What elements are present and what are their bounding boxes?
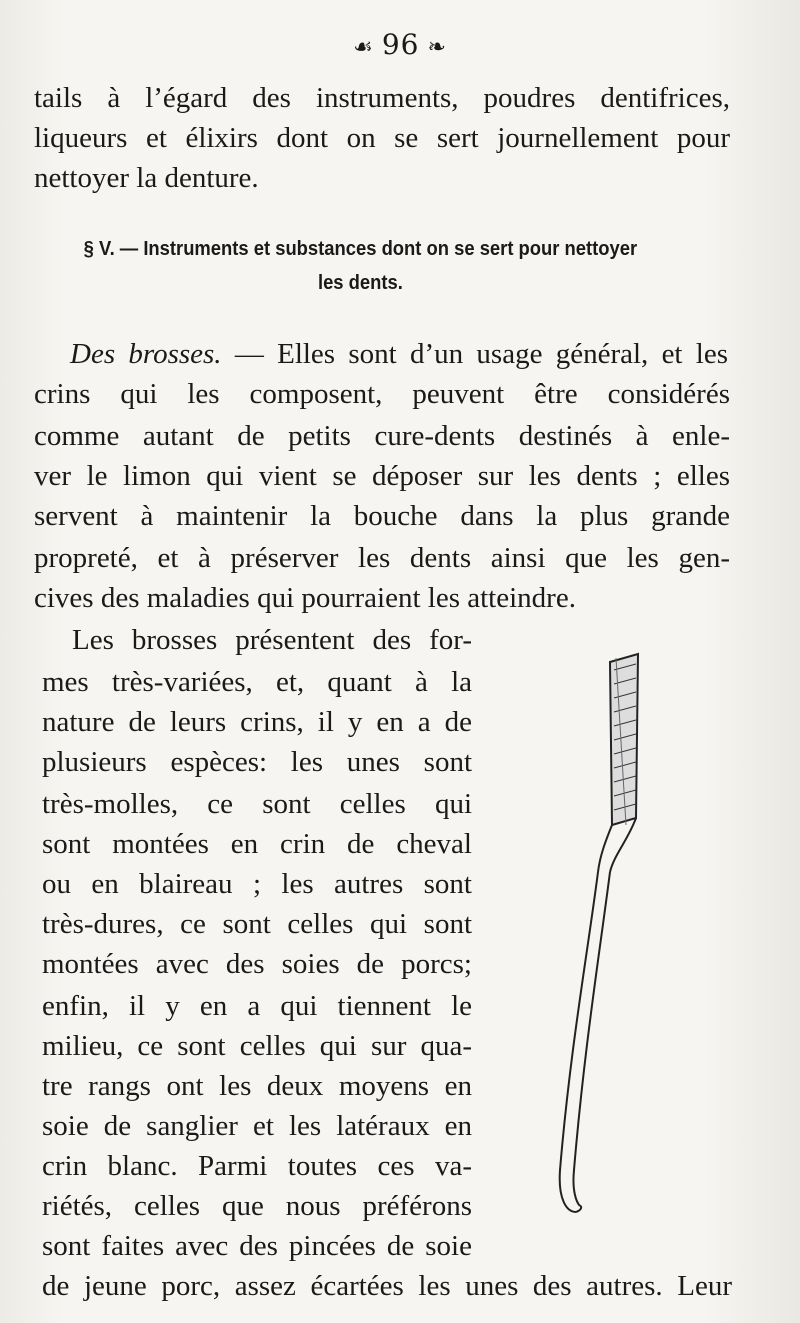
- text-line: nature de leurs crins, il y en a de: [42, 706, 472, 738]
- page-header: [0, 28, 800, 61]
- text-line: mes très-variées, et, quant à la: [42, 666, 472, 698]
- text-line: sont montées en crin de cheval: [42, 828, 472, 860]
- text-line: très-molles, ce sont celles qui: [42, 788, 472, 820]
- text-line: très-dures, ce sont celles qui sont: [42, 908, 472, 940]
- text-line: servent à maintenir la bouche dans la plus grande: [34, 500, 730, 532]
- text-line: soie de sanglier et les latéraux en: [42, 1110, 472, 1142]
- text-line: nettoyer la denture.: [34, 162, 259, 194]
- text-line: ver le limon qui vient se déposer sur les dents ; elles: [34, 460, 730, 492]
- page-number: 96: [381, 28, 420, 61]
- text-line: crin blanc. Parmi toutes ces va-: [42, 1150, 472, 1182]
- text-line: propreté, et à préserver les dents ainsi que les gen-: [34, 542, 730, 574]
- text-line: liqueurs et élixirs dont on se sert journellement pour: [34, 122, 730, 154]
- paragraph-text: — Elles sont d’un usage général, et les: [221, 338, 728, 370]
- text-line: tre rangs ont les deux moyens en: [42, 1070, 472, 1102]
- paragraph-title: Des brosses.: [70, 338, 222, 370]
- text-line: de jeune porc, assez écartées les unes des autres. Leur: [42, 1270, 732, 1302]
- text-line: sont faites avec des pincées de soie: [42, 1230, 472, 1262]
- text-line: crins qui les composent, peuvent être considérés: [34, 378, 730, 410]
- right-ornament-icon: ❧: [427, 35, 447, 60]
- text-line: montées avec des soies de porcs;: [42, 948, 472, 980]
- paragraph-first-line: [70, 334, 728, 374]
- text-line: Les brosses présentent des for-: [72, 624, 472, 656]
- text-line: ou en blaireau ; les autres sont: [42, 868, 472, 900]
- toothbrush-illustration: [540, 650, 650, 1220]
- section-heading-line2: les dents.: [317, 272, 403, 294]
- text-line: cives des maladies qui pourraient les atteindre.: [34, 582, 576, 614]
- text-line: riétés, celles que nous préférons: [42, 1190, 472, 1222]
- section-heading-line1: § V. — Instruments et substances dont on se sert pour nettoyer: [83, 238, 638, 260]
- text-line: comme autant de petits cure-dents destinés à enle-: [34, 420, 730, 452]
- left-ornament-icon: ☙: [353, 35, 374, 60]
- text-line: enfin, il y en a qui tiennent le: [42, 990, 472, 1022]
- text-line: plusieurs espèces: les unes sont: [42, 746, 472, 778]
- text-line: milieu, ce sont celles qui sur qua-: [42, 1030, 472, 1062]
- text-line: tails à l’égard des instruments, poudres dentifrices,: [34, 82, 730, 114]
